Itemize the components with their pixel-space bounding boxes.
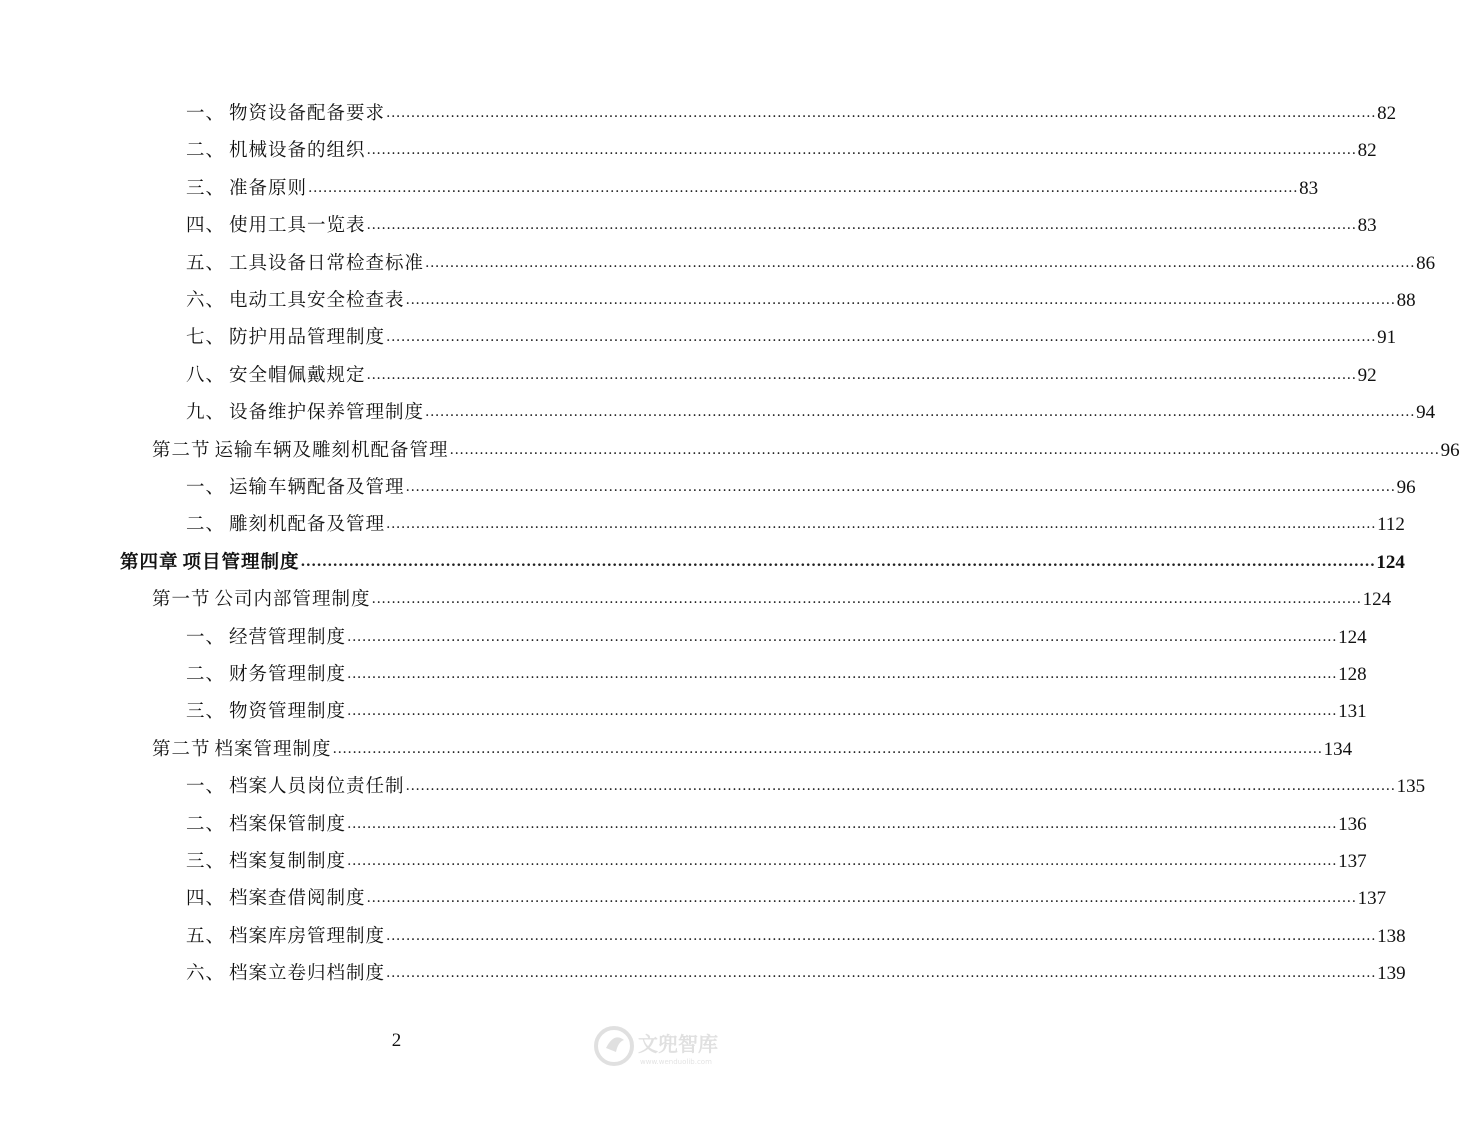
toc-entry-title: 档案复制制度 bbox=[229, 851, 347, 872]
toc-entry-title: 设备维护保养管理制度 bbox=[229, 402, 425, 424]
toc-dot-leader: ........................................................................................................................................................................................................ bbox=[332, 740, 1323, 757]
toc-entry-page: 137 bbox=[1357, 888, 1387, 910]
toc-entry-page: 82 bbox=[1377, 103, 1397, 124]
toc-entry-page: 128 bbox=[1338, 664, 1367, 685]
toc-entry-title: 准备原则 bbox=[229, 177, 308, 199]
toc-entry-item[interactable] bbox=[186, 250, 1436, 278]
toc-dot-leader: ........................................................................................................................................................................................................ bbox=[425, 404, 1416, 421]
toc-entry-number: 四、 bbox=[186, 215, 226, 237]
toc-entry-number: 一、 bbox=[186, 477, 226, 498]
toc-dot-leader: ........................................................................................................................................................................................................ bbox=[405, 292, 1396, 308]
toc-entry-page: 131 bbox=[1338, 701, 1367, 723]
toc-entry-title: 档案管理制度 bbox=[214, 738, 332, 760]
toc-entry-label bbox=[152, 437, 449, 465]
toc-entry-title: 物资设备配备要求 bbox=[229, 103, 386, 124]
toc-entry-item[interactable] bbox=[186, 848, 1367, 876]
toc-entry-chapter[interactable] bbox=[120, 549, 1405, 577]
toc-entry-item[interactable] bbox=[186, 474, 1416, 502]
toc-entry-number: 二、 bbox=[186, 140, 226, 162]
toc-entry-number: 第二节 bbox=[152, 738, 211, 760]
toc-dot-leader: ........................................................................................................................................................................................................ bbox=[371, 591, 1362, 608]
toc-entry-number: 第二节 bbox=[152, 439, 211, 461]
toc-entry-label bbox=[186, 773, 405, 801]
toc-entry-title: 公司内部管理制度 bbox=[214, 589, 371, 611]
toc-entry-label bbox=[186, 960, 385, 988]
toc-dot-leader: ........................................................................................................................................................................................................ bbox=[366, 366, 1357, 383]
toc-dot-leader: ........................................................................................................................................................................................................ bbox=[386, 105, 1377, 121]
toc-dot-leader: ........................................................................................................................................................................................................ bbox=[386, 516, 1377, 533]
toc-dot-leader: ........................................................................................................................................................................................................ bbox=[405, 778, 1396, 795]
toc-entry-label bbox=[152, 586, 371, 614]
toc-dot-leader: ........................................................................................................................................................................................................ bbox=[366, 142, 1357, 159]
toc-entry-item[interactable] bbox=[186, 399, 1436, 427]
toc-entry-label bbox=[186, 661, 346, 689]
toc-entry-section[interactable] bbox=[152, 586, 1392, 614]
toc-entry-title: 运输车辆配备及管理 bbox=[229, 477, 405, 498]
toc-entry-label bbox=[186, 399, 424, 427]
toc-entry-page: 135 bbox=[1396, 776, 1426, 798]
toc-entry-label bbox=[186, 100, 385, 128]
toc-entry-item[interactable] bbox=[186, 287, 1416, 315]
toc-entry-title: 雕刻机配备及管理 bbox=[229, 514, 386, 536]
toc-dot-leader: ........................................................................................................................................................................................................ bbox=[425, 254, 1416, 271]
toc-entry-number: 三、 bbox=[186, 177, 226, 199]
toc-entry-number: 五、 bbox=[186, 925, 226, 947]
toc-dot-leader: ........................................................................................................................................................................................................ bbox=[386, 965, 1377, 982]
toc-dot-leader: ........................................................................................................................................................................................................ bbox=[308, 179, 1299, 196]
toc-entry-label bbox=[120, 549, 300, 577]
toc-entry-item[interactable] bbox=[186, 773, 1426, 801]
toc-entry-page: 134 bbox=[1323, 738, 1353, 760]
toc-entry-item[interactable] bbox=[186, 661, 1367, 689]
toc-entry-number: 一、 bbox=[186, 776, 226, 798]
toc-entry-item[interactable] bbox=[186, 624, 1367, 652]
toc-entry-page: 96 bbox=[1440, 439, 1460, 461]
toc-entry-page: 88 bbox=[1396, 290, 1416, 311]
toc-dot-leader: ........................................................................................................................................................................................................ bbox=[366, 217, 1357, 234]
toc-entry-page: 136 bbox=[1338, 813, 1367, 835]
toc-entry-label bbox=[186, 624, 346, 652]
toc-entry-label bbox=[186, 250, 424, 278]
toc-entry-number: 三、 bbox=[186, 851, 226, 872]
toc-entry-page: 124 bbox=[1376, 551, 1405, 573]
page-number: 2 bbox=[391, 1030, 402, 1051]
toc-entry-page: 96 bbox=[1396, 477, 1416, 498]
toc-entry-title: 运输车辆及雕刻机配备管理 bbox=[214, 439, 449, 461]
toc-entry-page: 92 bbox=[1357, 364, 1377, 386]
toc-entry-item[interactable] bbox=[186, 324, 1397, 352]
toc-entry-item[interactable] bbox=[186, 960, 1406, 988]
toc-entry-title: 电动工具安全检查表 bbox=[229, 290, 405, 311]
toc-entry-number: 四、 bbox=[186, 888, 226, 910]
watermark-logo bbox=[592, 1018, 762, 1074]
toc-entry-title: 物资管理制度 bbox=[229, 701, 347, 723]
toc-entry-title: 防护用品管理制度 bbox=[229, 327, 386, 349]
toc-entry-title: 经营管理制度 bbox=[229, 626, 347, 648]
toc-entry-page: 86 bbox=[1416, 252, 1436, 274]
toc-entry-item[interactable] bbox=[186, 923, 1406, 951]
toc-entry-page: 112 bbox=[1377, 514, 1405, 536]
toc-entry-number: 七、 bbox=[186, 327, 226, 349]
toc-entry-label bbox=[186, 175, 307, 203]
toc-entry-page: 83 bbox=[1357, 215, 1377, 237]
toc-entry-item[interactable] bbox=[186, 811, 1367, 839]
toc-entry-label bbox=[186, 923, 385, 951]
watermark-text: 文兜智库 bbox=[638, 1032, 718, 1056]
toc-entry-label bbox=[186, 212, 366, 240]
toc-dot-leader: ........................................................................................................................................................................................................ bbox=[347, 628, 1338, 645]
toc-entry-page: 138 bbox=[1377, 925, 1406, 947]
toc-entry-item[interactable] bbox=[186, 885, 1387, 913]
toc-entry-label bbox=[186, 848, 346, 876]
toc-entry-number: 第四章 bbox=[120, 551, 179, 573]
toc-entry-section[interactable] bbox=[152, 736, 1353, 764]
toc-entry-page: 94 bbox=[1416, 402, 1436, 424]
toc-entry-item[interactable] bbox=[186, 698, 1367, 726]
toc-entry-label bbox=[186, 511, 385, 539]
toc-dot-leader: ........................................................................................................................................................................................................ bbox=[300, 553, 1376, 570]
toc-entry-item[interactable] bbox=[186, 212, 1377, 240]
toc-entry-number: 第一节 bbox=[152, 589, 211, 611]
toc-entry-title: 使用工具一览表 bbox=[229, 215, 366, 237]
toc-entry-label bbox=[186, 137, 366, 165]
toc-entry-label bbox=[186, 362, 366, 390]
toc-entry-number: 九、 bbox=[186, 402, 226, 424]
toc-entry-page: 91 bbox=[1377, 327, 1397, 349]
toc-entry-number: 一、 bbox=[186, 103, 226, 124]
toc-entry-item[interactable] bbox=[186, 100, 1397, 128]
toc-entry-page: 137 bbox=[1338, 851, 1367, 872]
toc-dot-leader: ........................................................................................................................................................................................................ bbox=[347, 666, 1338, 682]
toc-entry-title: 机械设备的组织 bbox=[229, 140, 366, 162]
toc-entry-page: 124 bbox=[1338, 626, 1367, 648]
toc-dot-leader: ........................................................................................................................................................................................................ bbox=[386, 927, 1377, 944]
toc-entry-title: 档案人员岗位责任制 bbox=[229, 776, 405, 798]
toc-entry-item[interactable] bbox=[186, 175, 1319, 203]
toc-entry-title: 档案保管制度 bbox=[229, 813, 347, 835]
toc-entry-number: 三、 bbox=[186, 701, 226, 723]
toc-entry-item[interactable] bbox=[186, 137, 1377, 165]
toc-entry-page: 124 bbox=[1362, 589, 1392, 611]
toc-entry-page: 82 bbox=[1357, 140, 1377, 162]
toc-entry-label bbox=[186, 885, 366, 913]
toc-entry-label bbox=[186, 324, 385, 352]
watermark-url: www.wenduolib.com bbox=[640, 1058, 712, 1066]
toc-dot-leader: ........................................................................................................................................................................................................ bbox=[366, 890, 1357, 907]
toc-entry-label bbox=[186, 698, 346, 726]
toc-entry-label bbox=[186, 287, 405, 315]
toc-entry-number: 六、 bbox=[186, 290, 226, 311]
toc-entry-number: 二、 bbox=[186, 664, 226, 685]
toc-entry-title: 财务管理制度 bbox=[229, 664, 347, 685]
toc-dot-leader: ........................................................................................................................................................................................................ bbox=[347, 853, 1338, 869]
toc-entry-number: 八、 bbox=[186, 364, 226, 386]
toc-entry-page: 139 bbox=[1377, 963, 1406, 985]
toc-entry-title: 档案库房管理制度 bbox=[229, 925, 386, 947]
toc-dot-leader: ........................................................................................................................................................................................................ bbox=[347, 703, 1338, 720]
toc-entry-title: 工具设备日常检查标准 bbox=[229, 252, 425, 274]
toc-entry-number: 五、 bbox=[186, 252, 226, 274]
toc-dot-leader: ........................................................................................................................................................................................................ bbox=[347, 815, 1338, 832]
toc-entry-number: 二、 bbox=[186, 514, 226, 536]
watermark-icon bbox=[592, 1018, 762, 1074]
toc-dot-leader: ........................................................................................................................................................................................................ bbox=[449, 441, 1440, 458]
toc-entry-page: 83 bbox=[1299, 177, 1319, 199]
toc-entry-label bbox=[186, 811, 346, 839]
toc-entry-item[interactable] bbox=[186, 511, 1405, 539]
toc-dot-leader: ........................................................................................................................................................................................................ bbox=[386, 329, 1377, 346]
toc-entry-number: 二、 bbox=[186, 813, 226, 835]
toc-dot-leader: ........................................................................................................................................................................................................ bbox=[405, 479, 1396, 495]
toc-entry-section[interactable] bbox=[152, 437, 1460, 465]
toc-entry-title: 项目管理制度 bbox=[182, 551, 300, 573]
toc-entry-number: 一、 bbox=[186, 626, 226, 648]
toc-entry-number: 六、 bbox=[186, 963, 226, 985]
toc-entry-title: 安全帽佩戴规定 bbox=[229, 364, 366, 386]
toc-entry-item[interactable] bbox=[186, 362, 1377, 390]
toc-entry-title: 档案查借阅制度 bbox=[229, 888, 366, 910]
toc-entry-label bbox=[186, 474, 405, 502]
toc-entry-label bbox=[152, 736, 332, 764]
toc-entry-title: 档案立卷归档制度 bbox=[229, 963, 386, 985]
